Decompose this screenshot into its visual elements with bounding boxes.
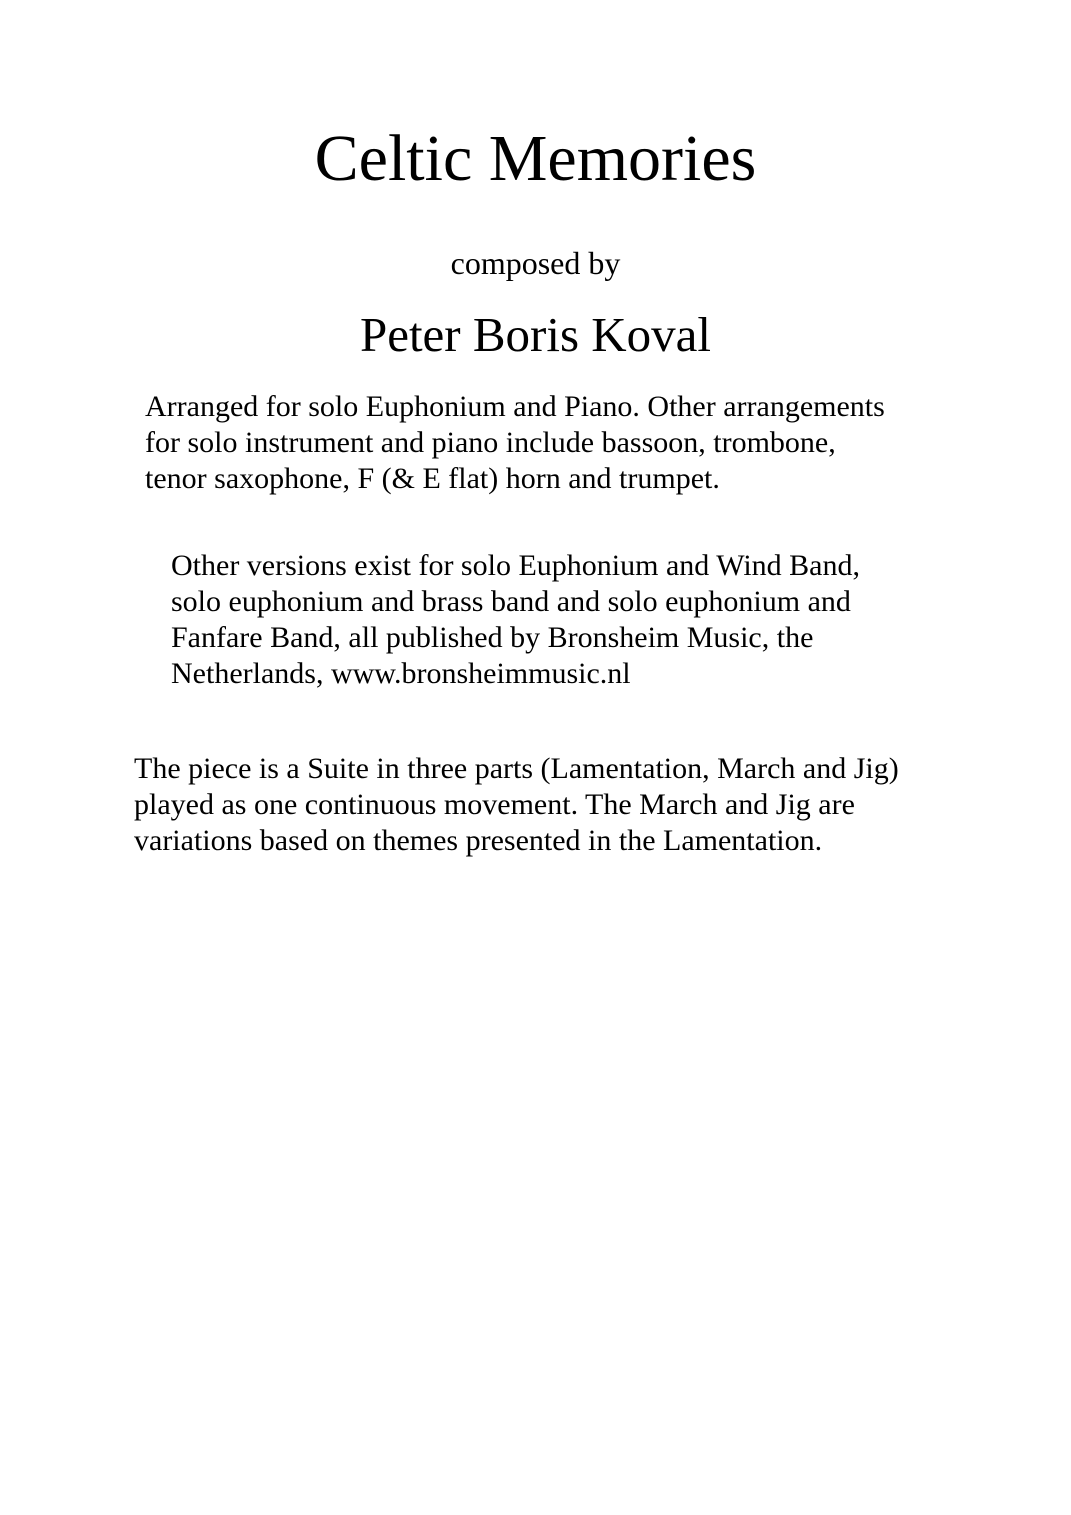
paragraph-line: for solo instrument and piano include bassoon, trombone, xyxy=(145,426,836,459)
other-versions-paragraph xyxy=(171,548,860,692)
paragraph-line: The piece is a Suite in three parts (Lamentation, March and Jig) xyxy=(134,752,899,785)
paragraph-line: solo euphonium and brass band and solo euphonium and xyxy=(171,585,851,618)
paragraph-line: tenor saxophone, F (& E flat) horn and trumpet. xyxy=(145,462,720,495)
document-title: Celtic Memories xyxy=(314,122,757,195)
composer-name: Peter Boris Koval xyxy=(359,307,712,362)
arrangement-paragraph xyxy=(145,389,885,497)
paragraph-line: Fanfare Band, all published by Bronsheim Music, the xyxy=(171,621,814,654)
paragraph-line: Arranged for solo Euphonium and Piano. Other arrangements xyxy=(145,390,885,423)
paragraph-line: played as one continuous movement. The March and Jig are xyxy=(134,788,855,821)
paragraph-line: Other versions exist for solo Euphonium and Wind Band, xyxy=(171,549,860,582)
paragraph-line: Netherlands, www.bronsheimmusic.nl xyxy=(171,657,631,690)
description-paragraph xyxy=(134,751,899,859)
paragraph-line: variations based on themes presented in the Lamentation. xyxy=(134,824,823,857)
composed-by-label: composed by xyxy=(450,245,621,281)
